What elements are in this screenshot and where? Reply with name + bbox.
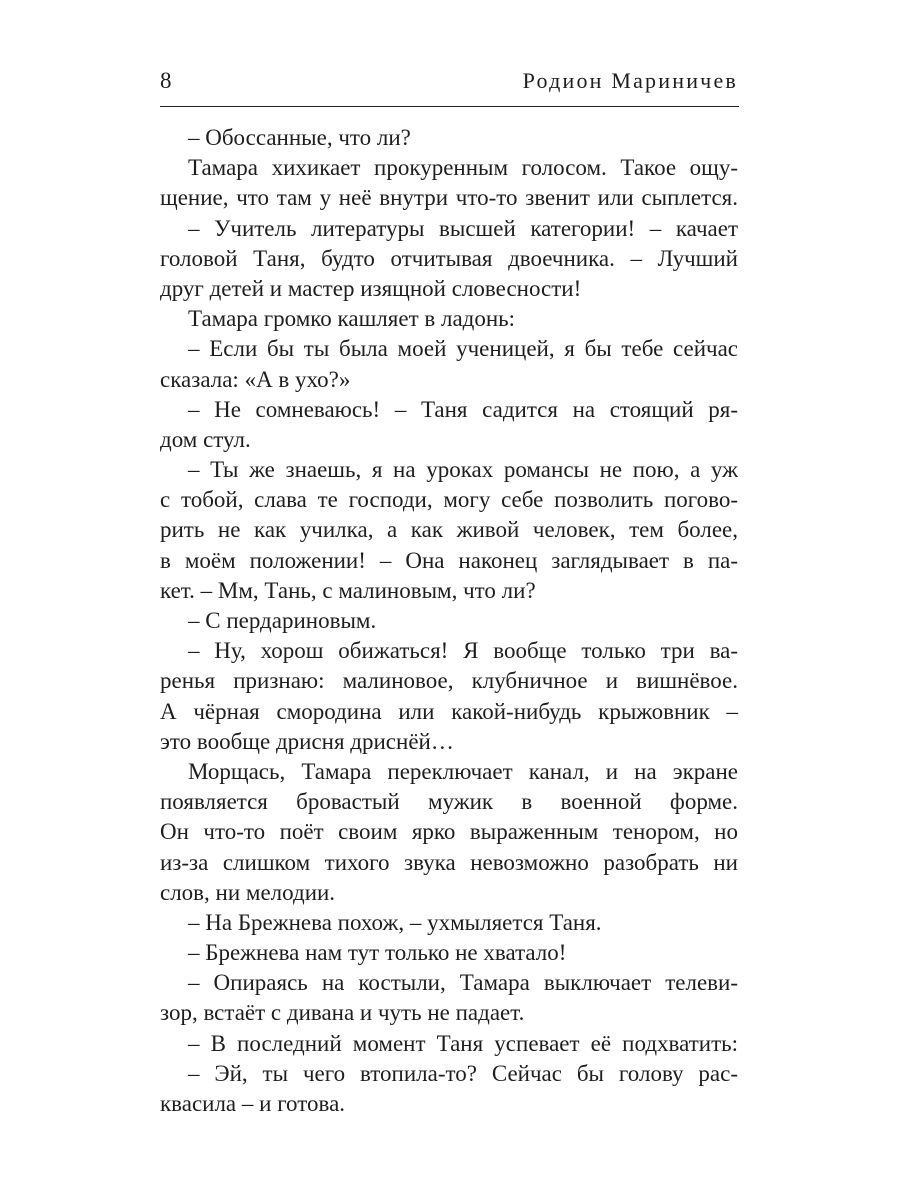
text-line: рить не как училка, а как живой человек, тем более,: [160, 517, 738, 543]
text-line: – Не сомневаюсь! – Таня садится на стоящий ря-: [188, 396, 738, 422]
body-text: [160, 123, 738, 1119]
text-line: – На Брежнева похож, – ухмыляется Таня.: [188, 909, 602, 935]
text-line: – Если бы ты была моей ученицей, я бы тебе сейчас: [188, 336, 738, 362]
text-line: слов, ни мелодии.: [160, 879, 336, 905]
text-line: зор, встаёт с дивана и чуть не падает.: [160, 1000, 525, 1026]
header-rule: [160, 106, 739, 107]
text-line: – С пердариновым.: [188, 608, 377, 633]
running-head-author: Родион Мариничев: [522, 68, 738, 93]
text-line: Тамара громко кашляет в ладонь:: [188, 306, 516, 332]
text-line: А чёрная смородина или какой-нибудь крыжовник –: [160, 698, 738, 724]
text-line: – Учитель литературы высшей категории! – качает: [188, 215, 738, 241]
text-line: это вообще дрисня дриснёй…: [160, 728, 454, 754]
text-line: кет. – Мм, Тань, с малиновым, что ли?: [160, 577, 536, 603]
text-line: друг детей и мастер изящной словесности!: [160, 275, 582, 301]
text-line: ренья признаю: малиновое, клубничное и вишнёвое.: [160, 668, 738, 694]
text-line: Морщась, Тамара переключает канал, и на экране: [188, 758, 738, 784]
text-line: головой Таня, будто отчитывая двоечника. – Лучший: [160, 245, 738, 271]
text-line: – Ты же знаешь, я на уроках романсы не пою, а уж: [188, 457, 738, 483]
text-line: – Опираясь на костыли, Тамара выключает телеви-: [188, 970, 738, 996]
text-line: – Эй, ты чего втопила-то? Сейчас бы голову рас-: [188, 1060, 738, 1086]
text-line: – Брежнева нам тут только не хватало!: [188, 940, 567, 966]
text-line: с тобой, слава те господи, могу себе позволить погово-: [160, 487, 738, 513]
text-line: квасила – и готова.: [160, 1091, 346, 1116]
page-number: 8: [160, 68, 172, 93]
text-line: – Обоссанные, что ли?: [188, 125, 411, 150]
page-header: [160, 68, 738, 98]
text-line: в моём положении! – Она наконец заглядывает в па-: [160, 547, 738, 573]
text-line: Тамара хихикает прокуренным голосом. Такое ощу-: [188, 155, 738, 181]
text-line: появляется бровастый мужик в военной форме.: [160, 789, 738, 815]
text-line: сказала: «А в ухо?»: [160, 366, 351, 392]
text-line: из-за слишком тихого звука невозможно разобрать ни: [160, 849, 738, 875]
text-line: Он что-то поёт своим ярко выраженным тенором, но: [160, 819, 738, 845]
text-line: – В последний момент Таня успевает её подхватить:: [188, 1030, 738, 1056]
text-line: щение, что там у неё внутри что-то звенит или сыплется.: [160, 185, 738, 211]
text-line: дом стул.: [160, 426, 251, 452]
text-line: – Ну, хорош обижаться! Я вообще только три ва-: [188, 638, 738, 664]
